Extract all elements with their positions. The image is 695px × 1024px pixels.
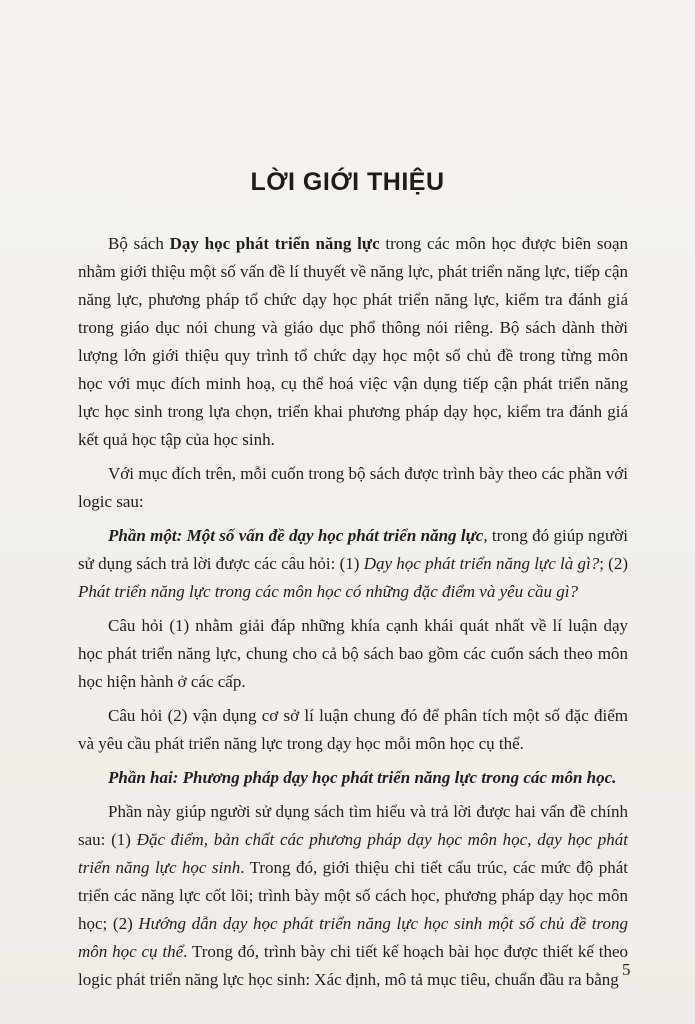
paragraph-part-two — [78, 764, 628, 792]
text-run: ; (2) — [599, 554, 629, 573]
question-one: Dạy học phát triển năng lực là gì? — [363, 554, 600, 573]
text-run: trong các môn học được biên soạn nhằm giới thiệu một số vấn đề lí thuyết về năng lực, phát triển năng lực, tiếp cận năng lực, phương pháp tổ chức dạy học phát triển năng lực, kiểm tra đánh giá trong giáo dục nói chung và giáo dục phổ thông nói riêng. Bộ sách dành thời lượng lớn giới thiệu quy trình tổ chức dạy học một số chủ đề trong từng môn học với mục đích minh hoạ, cụ thể hoá việc vận dụng tiếp cận phát triển năng lực học sinh trong lựa chọn, triển khai phương pháp dạy học, kiểm tra đánh giá kết quả học tập của học sinh. — [78, 234, 629, 449]
text-run: , trong đó giúp người sử dụng sách trả lời được các câu hỏi: (1) — [78, 526, 628, 573]
topic-one: Đặc điểm, bản chất các phương pháp dạy học môn học, dạy học phát triển năng lực học sinh — [78, 830, 628, 877]
part-one-heading: Phần một: Một số vấn đề dạy học phát triển năng lực — [108, 526, 484, 545]
paragraph-part-two-detail — [78, 798, 628, 994]
text-run: . Trong đó, giới thiệu chi tiết cấu trúc, các mức độ phát triển các năng lực cốt lõi; trình bày một số cách học, phương pháp dạy học môn học; (2) — [78, 858, 628, 933]
question-two: Phát triển năng lực trong các môn học có những đặc điểm và yêu cầu gì? — [78, 582, 578, 601]
body-text — [78, 230, 628, 1000]
paragraph-structure: Với mục đích trên, mỗi cuốn trong bộ sách được trình bày theo các phần với logic sau: — [78, 464, 628, 511]
book-series-title: Dạy học phát triển năng lực — [169, 234, 380, 253]
paragraph-question-two: Câu hỏi (2) vận dụng cơ sở lí luận chung đó để phân tích một số đặc điểm và yêu cầu phát triển năng lực trong dạy học mỗi môn học cụ thể. — [78, 706, 628, 753]
text-run: . Trong đó, trình bày chi tiết kế hoạch bài học được thiết kế theo logic phát triển năng lực học sinh: Xác định, mô tả mục tiêu, chuẩn đầu ra bằng — [78, 942, 628, 989]
paragraph-intro — [78, 230, 628, 454]
page-number: 5 — [622, 960, 631, 979]
text-run: Bộ sách — [108, 234, 170, 253]
topic-two: Hướng dẫn dạy học phát triển năng lực học sinh một số chủ đề trong môn học cụ thể — [78, 914, 628, 961]
text-run: Phần này giúp người sử dụng sách tìm hiểu và trả lời được hai vấn đề chính sau: (1) — [78, 802, 628, 849]
page-title: LỜI GIỚI THIỆU — [250, 168, 445, 196]
paragraph-part-one — [78, 522, 628, 606]
part-two-heading: Phần hai: Phương pháp dạy học phát triển năng lực trong các môn học. — [108, 768, 617, 787]
paragraph-question-one: Câu hỏi (1) nhằm giải đáp những khía cạnh khái quát nhất về lí luận dạy học phát triển năng lực, chung cho cả bộ sách bao gồm các cuốn sách theo môn học hiện hành ở các cấp. — [78, 616, 628, 691]
